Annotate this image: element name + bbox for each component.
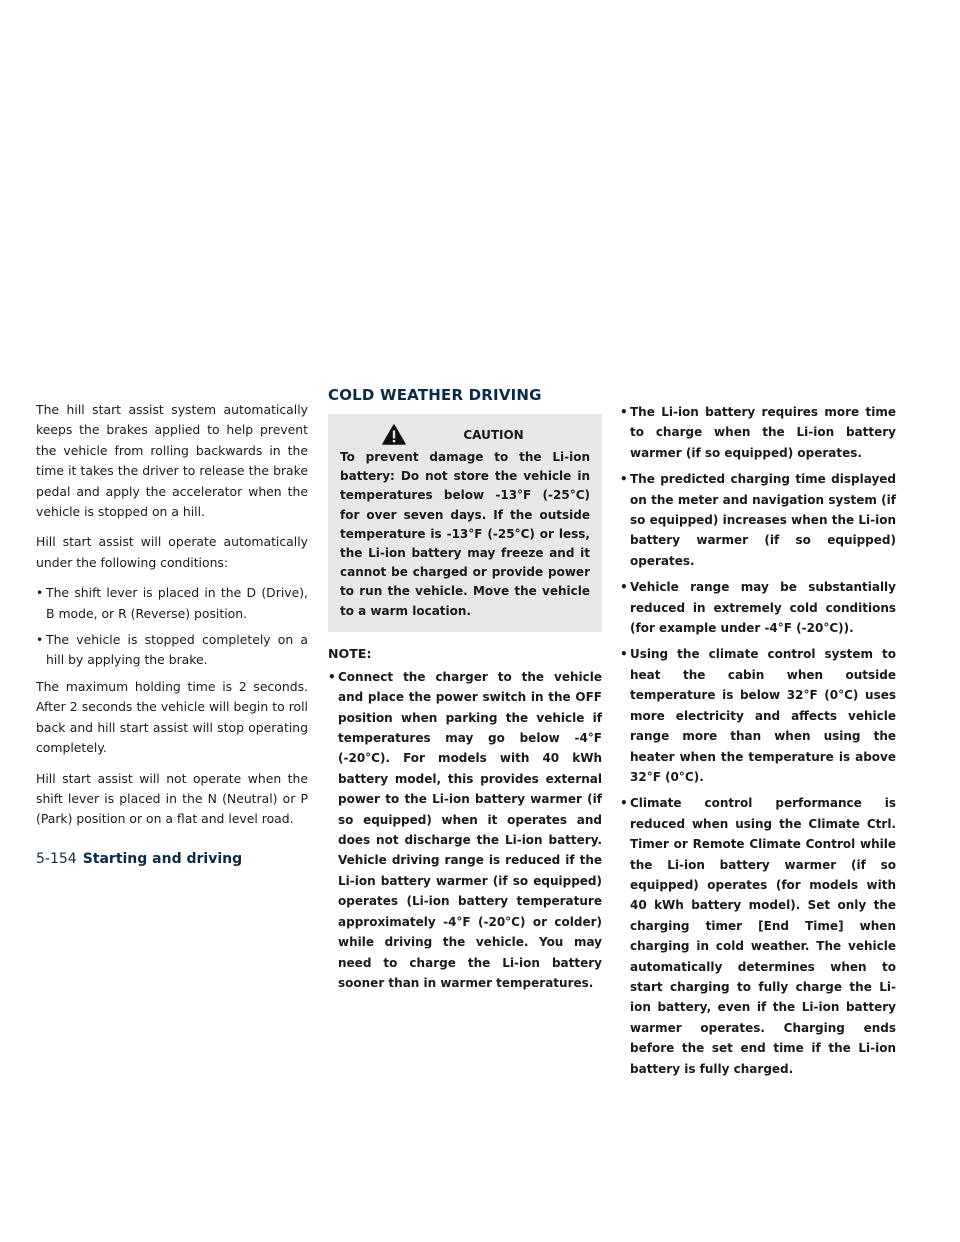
caution-label: CAUTION: [463, 427, 524, 442]
list-item: • The predicted charging time displayed on the meter and navigation system (if so equipped) increases when the Li-ion battery warmer (if so equipped) operates.: [620, 469, 896, 571]
bullet-icon: •: [36, 585, 44, 601]
section-title: Starting and driving: [82, 851, 243, 867]
bullet-icon: •: [620, 796, 628, 811]
left-column: [36, 400, 308, 840]
bullet-icon: •: [620, 472, 628, 487]
warning-triangle-icon: [382, 424, 406, 445]
list-item: • The Li-ion battery requires more time to charge when the Li-ion battery warmer (if so equipped) operates.: [620, 402, 896, 463]
page-footer: [36, 851, 242, 867]
list-item: • Using the climate control system to heat the cabin when outside temperature is below 32°F (0°C) uses more electricity and affects vehicle range more than when using the heater when the temperature is above 32°F (0°C).: [620, 644, 896, 787]
list-item: • The shift lever is placed in the D (Drive), B mode, or R (Reverse) position.: [36, 585, 308, 621]
list-item: • Connect the charger to the vehicle and place the power switch in the OFF position when parking the vehicle if temperatures may go below -4°F (-20°C). For models with 40 kWh battery model, this provides external power to the Li-ion battery warmer (if so equipped) when it operates and does not discharge the Li-ion battery. Vehicle driving range is reduced if the Li-ion battery warmer (if so equipped) operates (Li-ion battery temperature approximately -4°F (-20°C) or colder) while driving the vehicle. You may need to charge the Li-ion battery sooner than in warmer temperatures.: [328, 667, 602, 994]
bullet-icon: •: [620, 580, 628, 595]
bullet-icon: •: [36, 632, 44, 648]
list-item: • The vehicle is stopped completely on a hill by applying the brake.: [36, 632, 308, 668]
bullet-icon: •: [328, 669, 336, 684]
section-heading: COLD WEATHER DRIVING: [328, 386, 542, 404]
caution-header: [340, 424, 590, 446]
paragraph-conditions: Hill start assist will operate automatically under the following conditions:: [36, 534, 308, 570]
middle-column: [328, 386, 602, 999]
paragraph-intro: The hill start assist system automatically keeps the brakes applied to help prevent the vehicle from rolling backwards in the time it takes the driver to release the brake pedal and apply the accelerator when the vehicle is stopped on a hill.: [36, 402, 308, 520]
page-number: 5-154: [36, 851, 77, 867]
list-item: • Climate control performance is reduced when using the Climate Ctrl. Timer or Remote Climate Control while the Li-ion battery warmer (if so equipped) operates (for models with 40 kWh battery model). Set only the charging timer [End Time] when charging in cold weather. The vehicle automatically determines when to start charging to fully charge the Li-ion battery, even if the Li-ion battery warmer operates. Charging ends before the set end time if the Li-ion battery is fully charged.: [620, 793, 896, 1079]
bullet-icon: •: [620, 647, 628, 662]
bullet-icon: •: [620, 405, 628, 419]
paragraph-holding-time: The maximum holding time is 2 seconds. After 2 seconds the vehicle will begin to roll back and hill start assist will stop operating completely.: [36, 678, 308, 756]
caution-box: [328, 414, 602, 632]
list-item: • Vehicle range may be substantially reduced in extremely cold conditions (for example under -4°F (-20°C)).: [620, 577, 896, 638]
caution-text: To prevent damage to the Li-ion battery: Do not store the vehicle in temperatures below -13°F (-25°C) for over seven days. If the outside temperature is -13°F (-25°C) or less, the Li-ion battery may freeze and it cannot be charged or provide power to run the vehicle. Move the vehicle to a warm location.: [340, 450, 590, 618]
right-column: [620, 402, 896, 1085]
paragraph-not-operate: Hill start assist will not operate when the shift lever is placed in the N (Neutral) or P (Park) position or on a flat and level road.: [36, 770, 308, 827]
note-label: NOTE:: [328, 645, 372, 661]
